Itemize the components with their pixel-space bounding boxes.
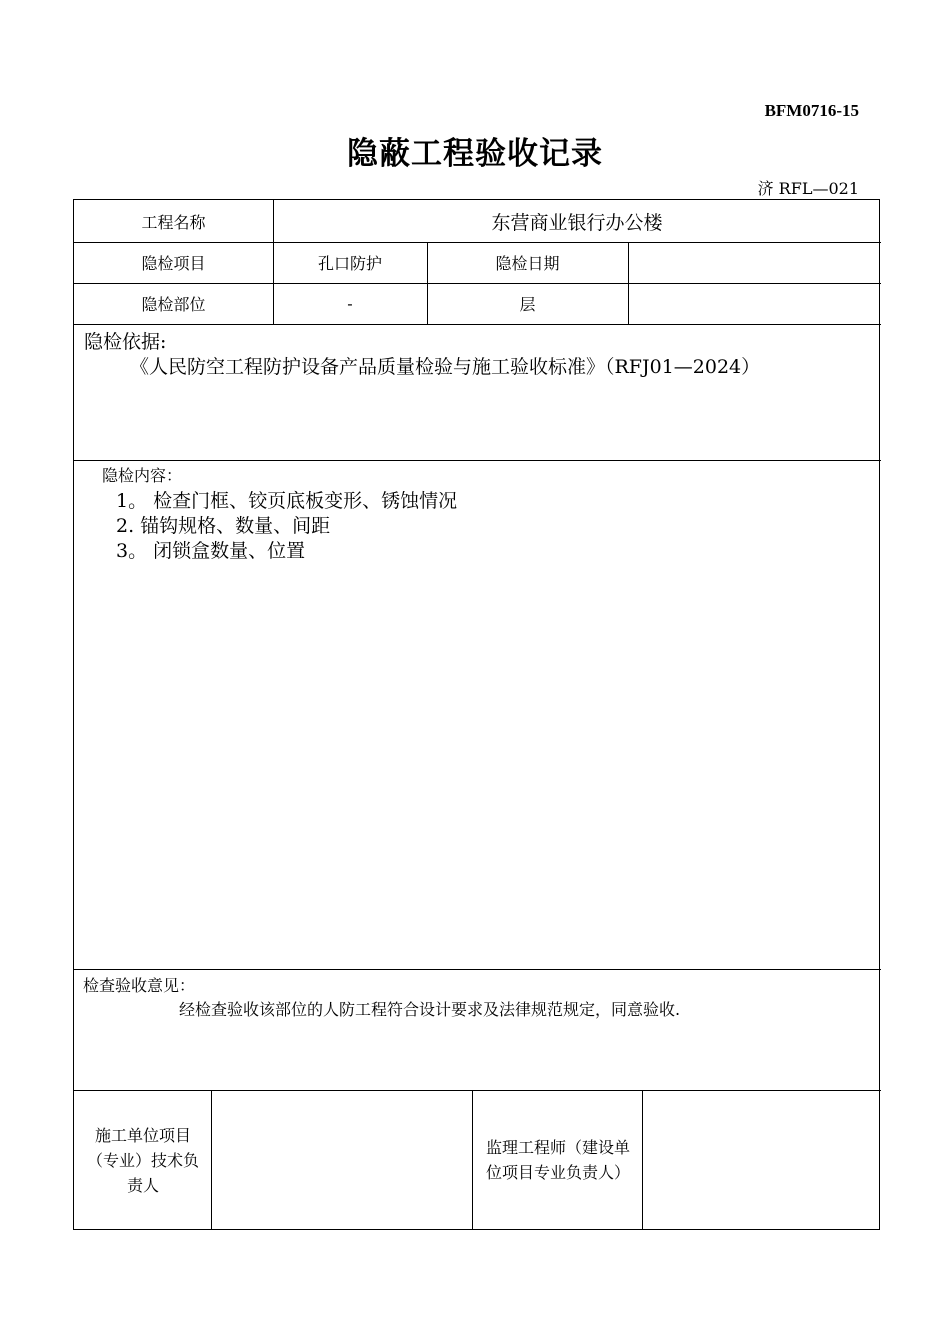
record-table: [73, 199, 880, 1230]
contractor-tech-lead-label: 施工单位项目（专业）技术负责人: [86, 1125, 199, 1195]
basis-text: 《人民防空工程防护设备产品质量检验与施工验收标准》（RFJ01—2024）: [130, 356, 761, 378]
form-number: 济 RFL—021: [757, 179, 859, 198]
inspection-item-label: 隐检项目: [141, 254, 206, 273]
basis-label: 隐检依据:: [84, 331, 167, 353]
inspection-date-label: 隐检日期: [495, 254, 560, 273]
opinion-text[interactable]: 经检查验收该部位的人防工程符合设计要求及法律规范规定，同意验收.: [179, 1000, 681, 1019]
content-item: 2. 锚钩规格、数量、间距: [116, 515, 331, 537]
floor-label: 层: [519, 295, 536, 314]
inspection-location-label: 隐检部位: [141, 295, 206, 314]
row-divider: [74, 460, 881, 461]
column-divider: [472, 1090, 473, 1230]
contractor-signature-field[interactable]: [211, 1090, 472, 1230]
row-divider: [74, 324, 881, 325]
supervisor-label: 监理工程师（建设单位项目专业负责人）: [485, 1138, 630, 1182]
inspection-location-value[interactable]: -: [347, 294, 353, 313]
inspection-item-value[interactable]: 孔口防护: [317, 254, 382, 273]
project-name-value[interactable]: 东营商业银行办公楼: [491, 211, 663, 234]
row-divider: [74, 969, 881, 970]
content-item: 1。 检查门框、铰页底板变形、锈蚀情况: [116, 490, 458, 512]
content-label: 隐检内容：: [102, 466, 183, 485]
inspection-date-value[interactable]: [628, 242, 881, 283]
document-code: BFM0716-15: [764, 101, 859, 120]
opinion-label: 检查验收意见：: [83, 976, 196, 995]
content-item: 3。 闭锁盒数量、位置: [116, 540, 306, 562]
project-name-label: 工程名称: [141, 212, 206, 232]
page-title: 隐蔽工程验收记录: [347, 136, 603, 172]
floor-value[interactable]: [628, 283, 881, 324]
supervisor-signature-field[interactable]: [642, 1090, 881, 1230]
